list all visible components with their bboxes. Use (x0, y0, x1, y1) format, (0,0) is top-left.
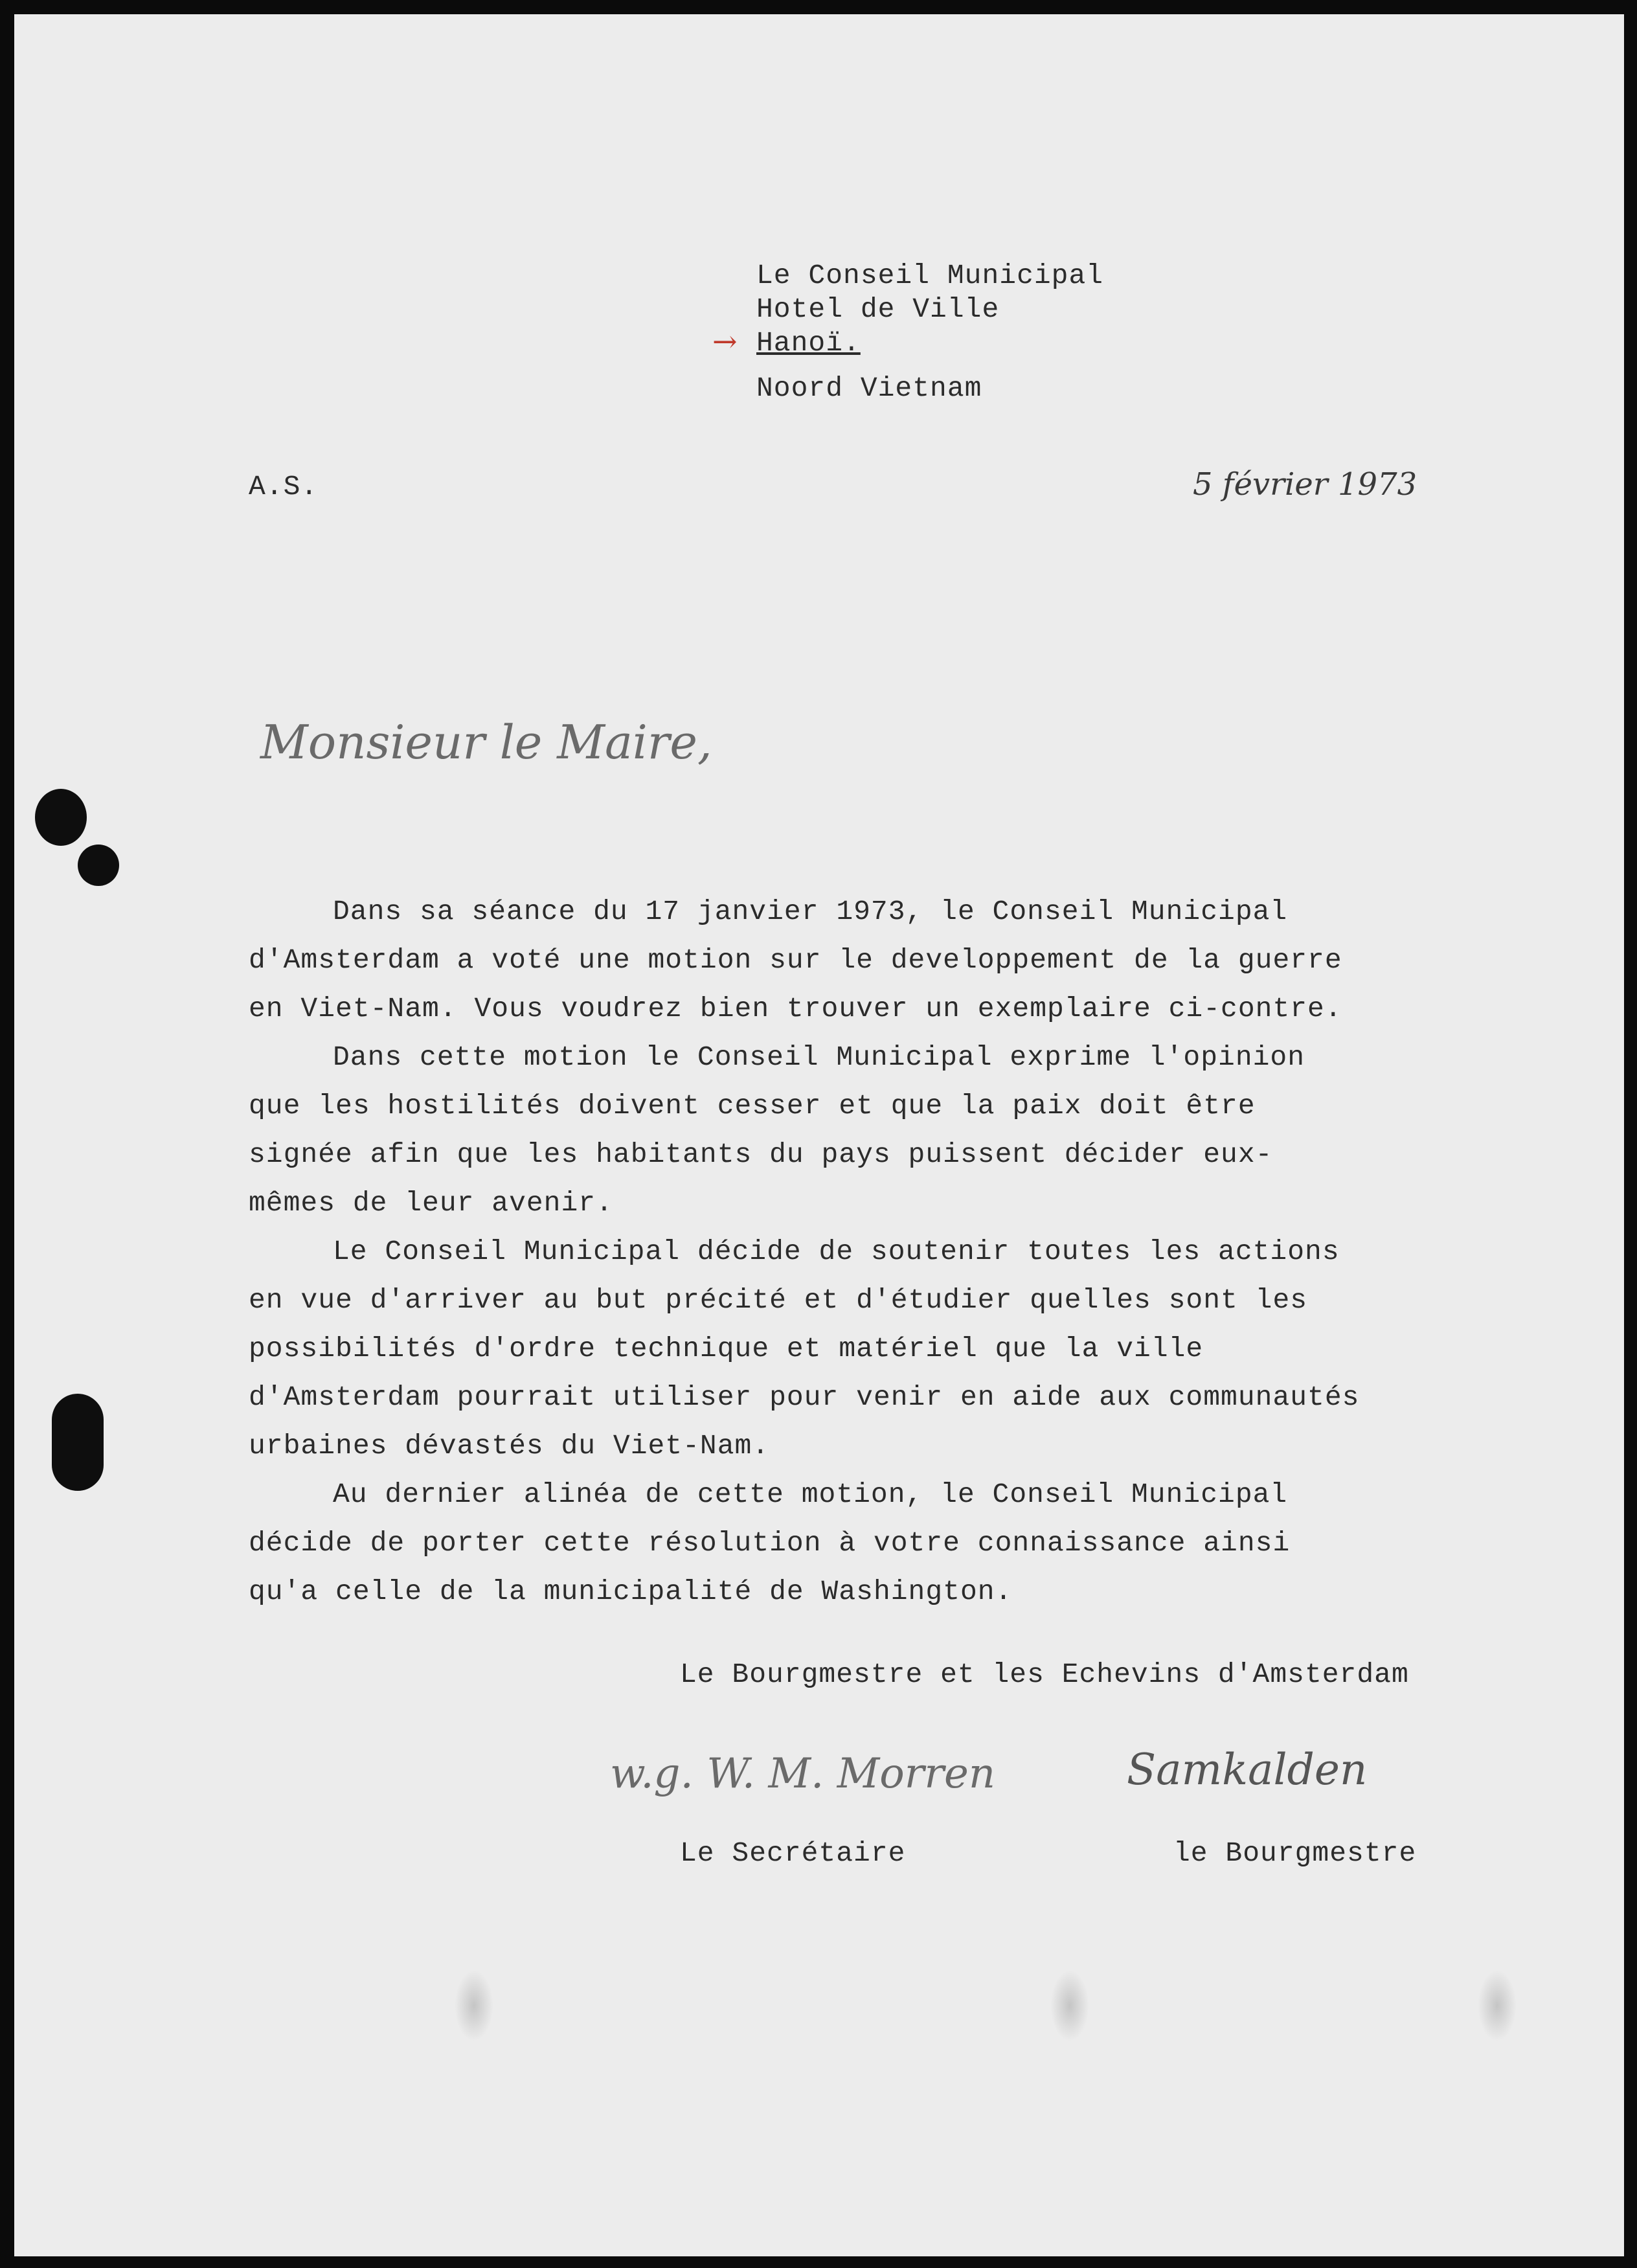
smudge (1478, 1970, 1517, 2041)
body-line: mêmes de leur avenir. (249, 1187, 613, 1219)
reference: A.S. (249, 471, 319, 503)
body-line: possibilités d'ordre technique et matériel que la ville (249, 1333, 1204, 1365)
closing: Le Bourgmestre et les Echevins d'Amsterdam (680, 1659, 1409, 1690)
smudge (1050, 1970, 1089, 2041)
body-line: Le Conseil Municipal décide de soutenir toutes les actions (333, 1236, 1340, 1267)
paragraph-2 (249, 1033, 1305, 1227)
secretary-title: Le Secrétaire (680, 1837, 906, 1869)
paragraph-4 (249, 1470, 1290, 1616)
mayor-signature: Samkalden (1127, 1745, 1368, 1795)
body-line: qu'a celle de la municipalité de Washington. (249, 1576, 1013, 1607)
punch-hole-bottom (52, 1394, 104, 1491)
recipient-line-3: Hanoï. (756, 327, 861, 359)
body-line: Dans sa séance du 17 janvier 1973, le Conseil Municipal (333, 896, 1288, 927)
body-line: en vue d'arriver au but précité et d'étudier quelles sont les (249, 1284, 1308, 1316)
letter-page (14, 14, 1624, 2256)
salutation: Monsieur le Maire, (260, 715, 712, 769)
body-line: que les hostilités doivent cesser et que la paix doit être (249, 1090, 1256, 1122)
body-line: décide de porter cette résolution à votre connaissance ainsi (249, 1527, 1291, 1559)
body-line: urbaines dévastés du Viet-Nam. (249, 1430, 770, 1462)
smudge (455, 1970, 493, 2041)
body-line: signée afin que les habitants du pays puissent décider eux- (249, 1139, 1273, 1170)
mayor-title: le Bourgmestre (1173, 1837, 1417, 1869)
body-line: en Viet-Nam. Vous voudrez bien trouver un exemplaire ci-contre. (249, 993, 1342, 1025)
recipient-line-1: Le Conseil Municipal (756, 260, 1104, 291)
letter-date: 5 février 1973 (1193, 466, 1417, 503)
recipient-line-2: Hotel de Ville (756, 293, 1000, 325)
recipient-line-4: Noord Vietnam (756, 372, 982, 404)
paragraph-3 (249, 1227, 1359, 1470)
red-arrow-icon: → (712, 324, 738, 359)
punch-hole-top-small (78, 845, 119, 886)
secretary-signature: w.g. W. M. Morren (610, 1750, 996, 1798)
body-line: d'Amsterdam pourrait utiliser pour venir en aide aux communautés (249, 1381, 1360, 1413)
punch-hole-top (35, 789, 87, 846)
body-line: Dans cette motion le Conseil Municipal exprime l'opinion (333, 1041, 1305, 1073)
paragraph-1 (249, 887, 1342, 1033)
body-line: Au dernier alinéa de cette motion, le Conseil Municipal (333, 1479, 1288, 1510)
body-line: d'Amsterdam a voté une motion sur le developpement de la guerre (249, 944, 1342, 976)
